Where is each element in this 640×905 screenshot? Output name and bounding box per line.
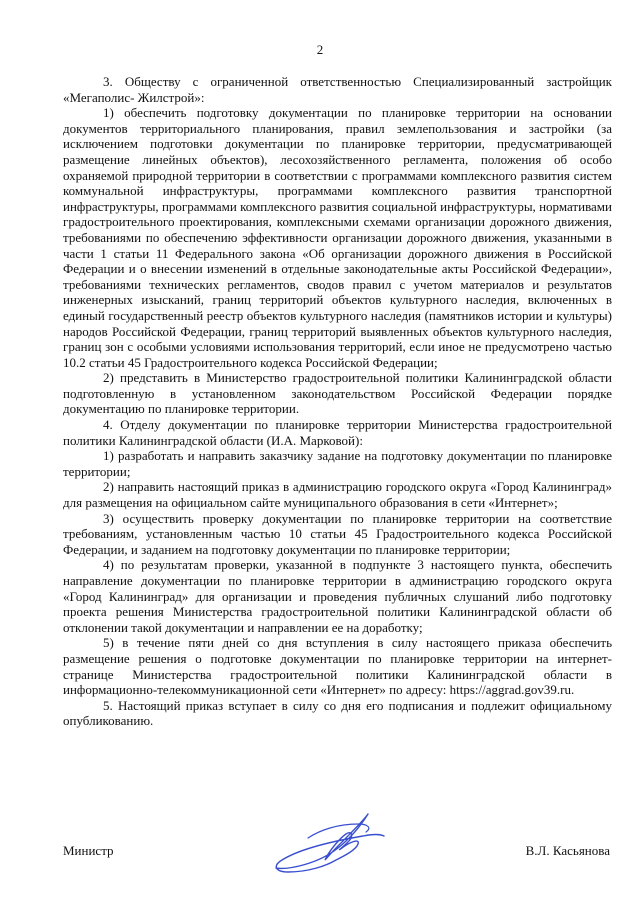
paragraph-5: 5. Настоящий приказ вступает в силу со дня его подписания и подлежит официальному опубликованию. [63,697,612,729]
paragraph-4-4: 4) по результатам проверки, указанной в подпункте 3 настоящего пункта, обеспечить направление документации по планировке территории в администрацию городского округа «Город Калининград» для организации и проведения публичных слушаний либо подготовку проекта решения Министерства градостроительной политики Калининградской области об отклонении такой документации и направлении ее на доработку; [63,557,612,635]
paragraph-4: 4. Отделу документации по планировке территории Министерства градостроительной политики Калининградской области (И.А. Марковой): [63,417,612,448]
page-number: 2 [316,42,324,57]
paragraph-4-1: 1) разработать и направить заказчику задание на подготовку документации по планировке территории; [63,448,612,479]
signatory-position: Министр [63,843,114,858]
paragraph-3: 3. Обществу с ограниченной ответственностью Специализированный застройщик «Мегаполис- Жилстрой»: [63,74,612,105]
handwritten-signature [268,808,388,878]
paragraph-3-2: 2) представить в Министерство градостроительной политики Калининградской области подготовленную в установленном законодательством Российской Федерации порядке документацию по планировке территории. [63,370,612,417]
paragraph-4-5: 5) в течение пяти дней со дня вступления в силу настоящего приказа обеспечить размещение решения о подготовке документации по планировке территории на интернет-странице Министерства градостроительной политики Калининградской области в информационно-телекоммуникационной сети «Интернет» по адресу: https://aggrad.gov39.ru. [63,635,612,698]
paragraph-4-3: 3) осуществить проверку документации по планировке территории на соответствие требованиям, установленным частью 10 статьи 45 Градостроительного кодекса Российской Федерации, и заданием на подготовку документации по планировке территории; [63,510,612,557]
document-body [63,74,612,729]
paragraph-3-1: 1) обеспечить подготовку документации по планировке территории на основании документов территориального планирования, правил землепользования и застройки (за исключением подготовки документации по планировке территории, предусматривающей размещение линейных объектов), лесохозяйственного регламента, положения об особо охраняемой природной территории в соответствии с программами комплексного развития систем коммунальной инфраструктуры, программами комплексного развития транспортной инфраструктуры, программами комплексного развития социальной инфраструктуры, нормативами градостроительного проектирования, комплексными схемами организации дорожного движения, требованиями по обеспечению эффективности организации дорожного движения, указанными в части 1 статьи 11 Федерального закона «Об организации дорожного движения в Российской Федерации и о внесении изменений в отдельные законодательные акты Российской Федерации», требованиями технических регламентов, сводов правил с учетом материалов и результатов инженерных изысканий, границ территорий объектов культурного наследия, включенных в единый государственный реестр объектов культурного наследия (памятников истории и культуры) народов Российской Федерации, границ территорий выявленных объектов культурного наследия, границ зон с особыми условиями использования территорий, если иное не предусмотрено частью 10.2 статьи 45 Градостроительного кодекса Российской Федерации; [63,105,612,370]
paragraph-4-2: 2) направить настоящий приказ в администрацию городского округа «Город Калининград» для размещения на официальном сайте муниципального образования в сети «Интернет»; [63,479,612,511]
signatory-name: В.Л. Касьянова [525,843,610,858]
